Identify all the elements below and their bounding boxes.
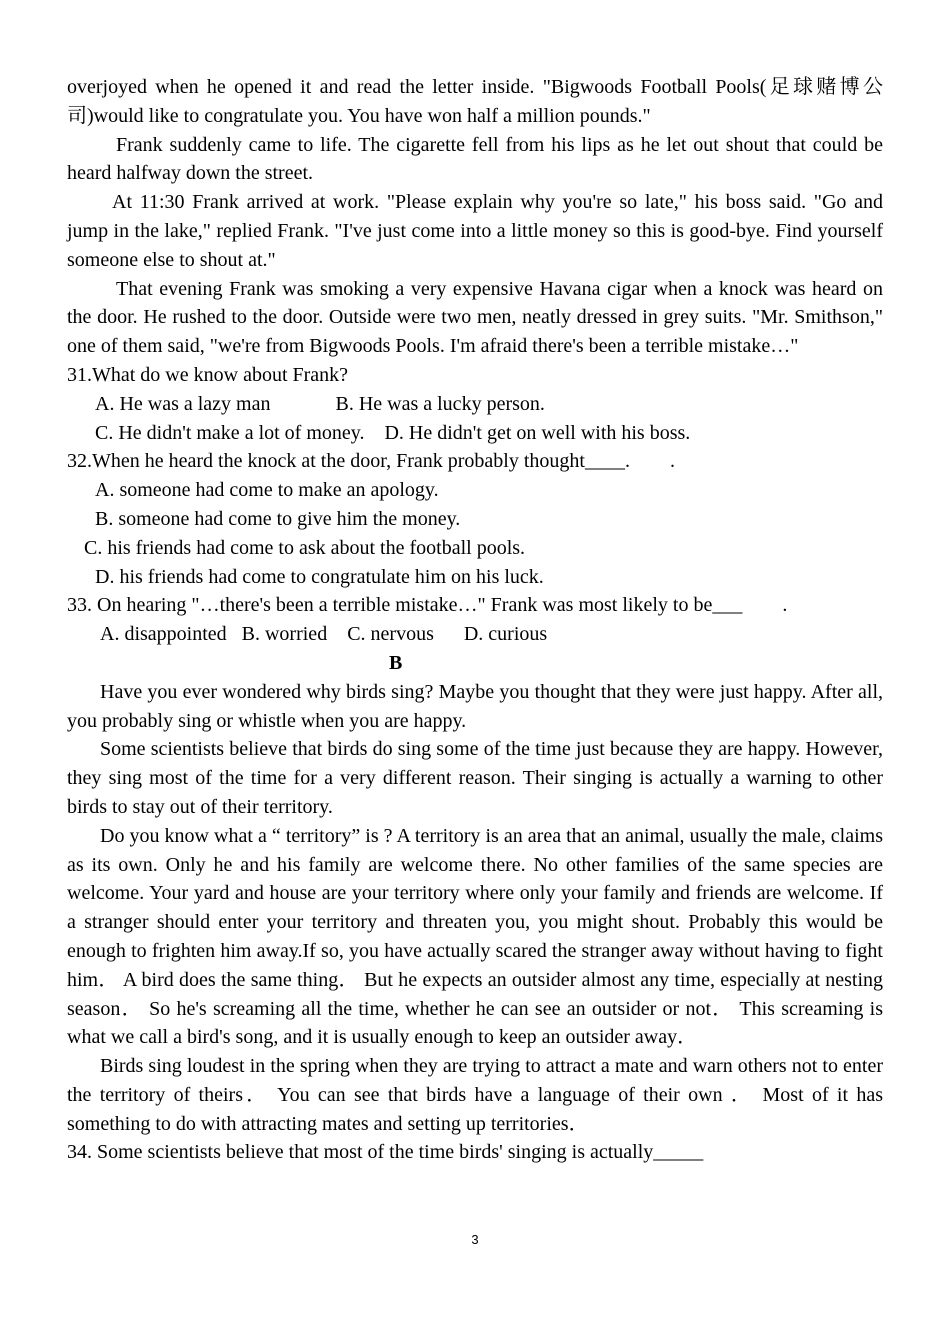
- section-b-heading: B: [389, 651, 403, 674]
- question-31: [67, 361, 883, 447]
- question-32-option-d: D. his friends had come to congratulate him on his luck.: [95, 565, 544, 588]
- question-32-stem: 32.When he heard the knock at the door, Frank probably thought____. .: [67, 450, 675, 473]
- question-32-option-a: A. someone had come to make an apology.: [95, 479, 439, 502]
- passage-a-paragraph-4: That evening Frank was smoking a very expensive Havana cigar when a knock was heard on the door. He rushed to the door. Outside were two men, neatly dressed in grey suits. "Mr. Smithson," one of them said, "we're from Bigwoods Pools. I'm afraid there's been a terrible mistake…": [67, 277, 883, 358]
- passage-b-paragraph-1: Have you ever wondered why birds sing? Maybe you thought that they were just happy. After all, you probably sing or whistle when you are happy.: [67, 680, 883, 732]
- question-33-options: A. disappointed B. worried C. nervous D. curious: [100, 623, 548, 646]
- passage-a-paragraph-2: Frank suddenly came to life. The cigarette fell from his lips as he let out shout that could be heard halfway down the street.: [67, 133, 883, 185]
- question-32-option-b: B. someone had come to give him the money.: [95, 507, 461, 530]
- question-34-stem: 34. Some scientists believe that most of the time birds' singing is actually_____: [67, 1141, 704, 1164]
- passage-b-paragraph-4: Birds sing loudest in the spring when they are trying to attract a mate and warn others not to enter the territory of theirs． You can see that birds have a language of their own ． Most of it has something to do with attracting mates and setting up territories．: [67, 1055, 883, 1135]
- page-number: 3: [471, 1232, 479, 1247]
- passage-a-paragraph-3: At 11:30 Frank arrived at work. "Please explain why you're so late," his boss said. "Go and jump in the lake," replied Frank. "I've just come into a little money so this is good-bye. Find yourself someone else to shout at.": [67, 191, 883, 271]
- question-33: [67, 591, 883, 649]
- question-32: [67, 447, 883, 591]
- question-31-options-row-2: C. He didn't make a lot of money. D. He didn't get on well with his boss.: [95, 421, 691, 444]
- passage-a-paragraph-1: overjoyed when he opened it and read the letter inside. "Bigwoods Football Pools(足球赌博公司)would like to congratulate you. You have won half a million pounds.": [67, 76, 883, 127]
- question-33-stem: 33. On hearing "…there's been a terrible mistake…" Frank was most likely to be___ .: [67, 594, 788, 617]
- question-31-stem: 31.What do we know about Frank?: [67, 363, 349, 386]
- passage-b-paragraph-3: Do you know what a “ territory” is ? A territory is an area that an animal, usually the male, claims as its own. Only he and his family are welcome there. No other families of the same species are welcome. Your yard and house are your territory where only your family and friends are welcome. If a stranger should enter your territory and threaten you, you might shout. Probably this would be enough to frighten him away.If so, you have actually scared the stranger away without having to fight him． A bird does the same thing． But he expects an outsider almost any time, especially at nesting season． So he's screaming all the time, whether he can see an outsider or not． This screaming is what we call a bird's song, and it is usually enough to keep an outsider away．: [67, 824, 883, 1049]
- document-page: [67, 73, 883, 1167]
- passage-b-paragraph-2: Some scientists believe that birds do sing some of the time just because they are happy. However, they sing most of the time for a very different reason. Their singing is actually a warning to other birds to stay out of their territory.: [67, 738, 883, 818]
- question-31-options-row-1: A. He was a lazy man B. He was a lucky person.: [95, 392, 545, 415]
- question-32-option-c: C. his friends had come to ask about the football pools.: [84, 536, 526, 559]
